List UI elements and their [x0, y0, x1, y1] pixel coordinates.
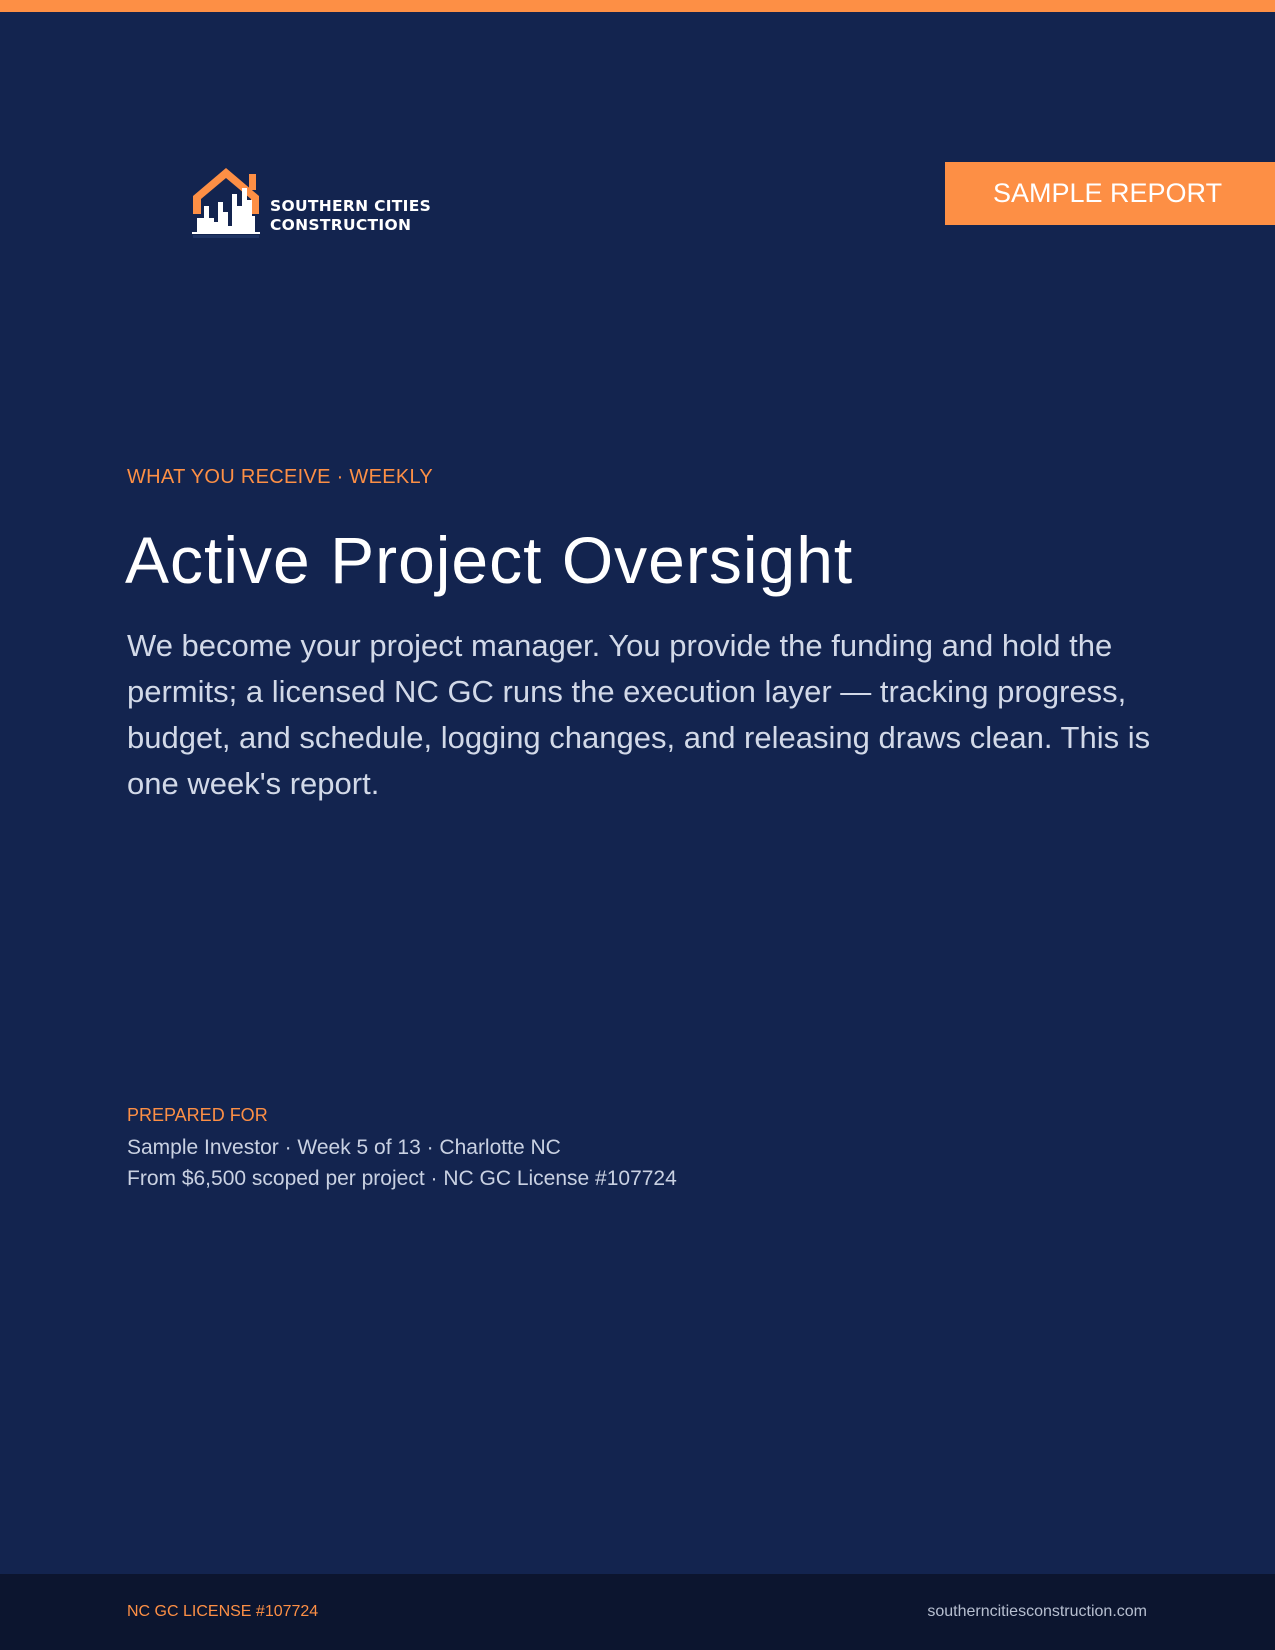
company-name-line2: CONSTRUCTION — [270, 216, 412, 234]
section-eyebrow: WHAT YOU RECEIVE · WEEKLY — [127, 466, 434, 488]
intro-paragraph: We become your project manager. You provide the funding and hold the permits; a licensed NC GC runs the execution layer — tracking progress, budget, and schedule, logging changes, and releasing draws clean. This is one week's report. — [127, 628, 1151, 801]
company-name — [270, 197, 431, 235]
page-title: Active Project Oversight — [125, 523, 854, 597]
house-skyline-logo-icon — [190, 166, 262, 242]
sample-report-badge: SAMPLE REPORT — [945, 162, 1275, 225]
top-accent-bar — [0, 0, 1275, 12]
company-name-line1: SOUTHERN CITIES — [270, 197, 432, 215]
footer-website: southerncitiesconstruction.com — [927, 1603, 1147, 1620]
prepared-for-details: Sample Investor · Week 5 of 13 · Charlotte NC — [127, 1136, 561, 1159]
company-logo — [190, 166, 430, 242]
footer-license: NC GC LICENSE #107724 — [127, 1603, 319, 1620]
prepared-for-block — [127, 1104, 677, 1194]
prepared-for-label: PREPARED FOR — [127, 1105, 268, 1125]
pricing-license-line: From $6,500 scoped per project · NC GC License #107724 — [127, 1167, 677, 1190]
page-footer — [0, 1574, 1275, 1650]
